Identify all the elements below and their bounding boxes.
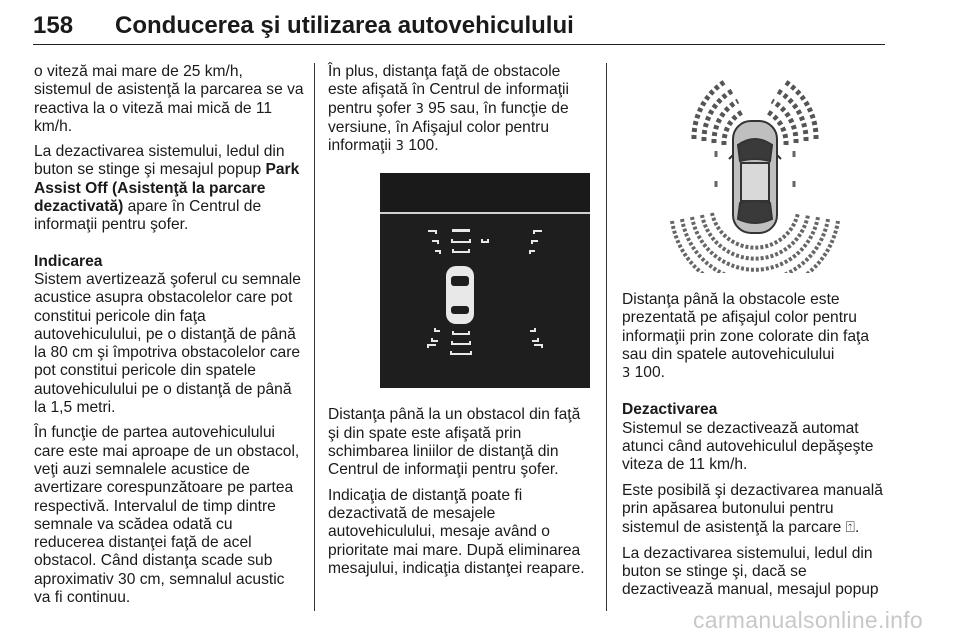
- reference-arrow-icon: 3: [622, 366, 631, 382]
- column-1: [34, 63, 304, 614]
- paragraph: Sistem avertizează şoferul cu semnale acustice asupra obstacolelor care pot constitui pericole din faţa autovehiculului, pe o distanţă de până la 80 cm şi împotriva obstacolelor care pot constitui pericole din spatele autovehiculului pe o distanţă de până la 1,5 metri.: [34, 270, 301, 417]
- paragraph: Sistemul se dezactivează automat atunci când autovehiculul depăşeşte viteza de 11 km/h.: [622, 419, 874, 474]
- section-heading: Dezactivarea: [622, 401, 718, 419]
- column-3: [622, 63, 888, 606]
- paragraph: Este posibilă şi dezactivarea manuală prin apăsarea butonului pentru sistemul de asistenţă la parcare ⍐.: [622, 481, 883, 537]
- paragraph: Distanţa până la obstacole este prezentată pe afişajul color pentru informaţii prin zone colorate din faţa sau din spatele autovehiculului 3 100.: [622, 291, 870, 382]
- paragraph: La dezactivarea sistemului, ledul din buton se stinge şi, dacă se dezactivează manual, mesajul popup: [622, 544, 879, 599]
- section-heading: Indicarea: [34, 252, 103, 270]
- paragraph: o viteză mai mare de 25 km/h, sistemul de asistenţă la parcarea se va reactiva la o viteză mai mică de 11 km/h.: [34, 63, 304, 135]
- paragraph: Distanţa până la un obstacol din faţă şi din spate este afişată prin schimbarea liniilor de distanţă din Centrul de informaţii pentru şofer.: [328, 406, 581, 479]
- page-header: [33, 6, 885, 45]
- paragraph: În plus, distanţa faţă de obstacole este afişată în Centrul de informaţii pentru şofer 3 95 sau, în funcţie de versiune, în Afişajul color pentru informaţii 3 100.: [328, 63, 569, 155]
- watermark: carmanualsonline.info: [692, 607, 923, 633]
- popup-message: Park Assist Off (Asistenţă la parcare dezactivată): [34, 161, 300, 216]
- paragraph: Indicaţia de distanţă poate fi dezactivată de mesajele autovehiculului, mesaje având o prioritate mai mare. După eliminarea mesajului, indicaţia distanţei reapare.: [328, 486, 585, 577]
- driver-info-centre-parking-display: [380, 173, 590, 388]
- reference-arrow-icon: 3: [395, 139, 404, 155]
- column-divider: [606, 63, 607, 611]
- column-divider: [314, 63, 315, 611]
- reference-arrow-icon: 3: [415, 101, 424, 117]
- color-info-display-parking-zones: [622, 63, 888, 273]
- paragraph: La dezactivarea sistemului, ledul din buton se stinge şi mesajul popup Park Assist Off (Asistenţă la parcare dezactivată) apare în Centrul de informaţii pentru şofer.: [34, 143, 300, 234]
- paragraph: În funcţie de partea autovehiculului care este mai aproape de un obstacol, veţi auzi semnalele acustice de avertizare corespunzătoare pe partea respectivă. Intervalul de timp dintre semnale va scădea odată cu reducerea distanţei faţă de acel obstacol. Când distanţa scade sub aproximativ 30 cm, semnalul acustic va fi continuu.: [34, 424, 300, 607]
- column-2: [328, 63, 592, 585]
- park-assist-button-icon: ⍐: [845, 518, 855, 537]
- page-title: Conducerea şi utilizarea autovehiculului: [115, 12, 574, 39]
- page-number: 158: [33, 12, 74, 39]
